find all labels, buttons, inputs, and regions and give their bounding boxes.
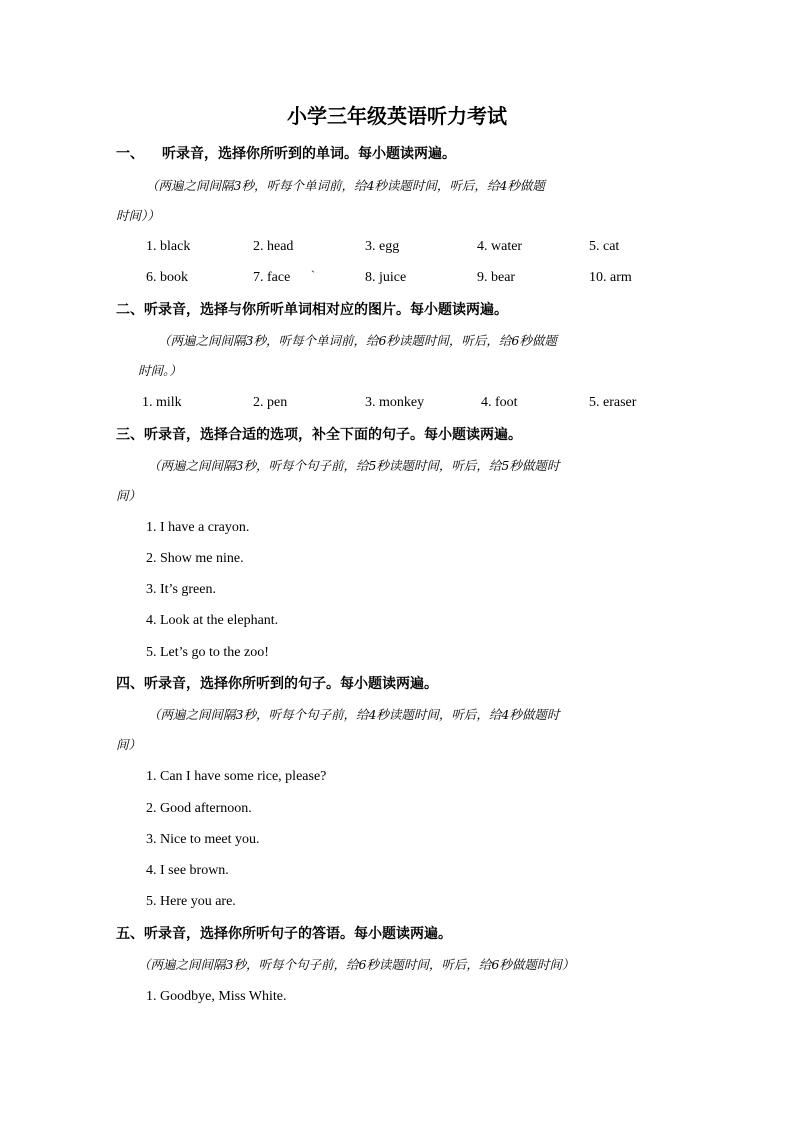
stray-mark: ` (311, 268, 315, 282)
section-1-title: 听录音，选择你所听到的单词。每小题读两遍。 (162, 146, 456, 162)
section-2-item-2: 2. pen (253, 395, 288, 410)
section-3-number: 三、 (116, 427, 144, 443)
section-4-item-3: 3. Nice to meet you. (146, 832, 260, 847)
section-3-note-line2: 间） (116, 488, 142, 503)
section-2-item-3: 3. monkey (365, 395, 425, 410)
section-1-item-1: 1. black (146, 239, 191, 254)
section-1-number: 一、 (116, 146, 144, 162)
section-4-number: 四、 (116, 676, 144, 692)
section-3-item-5: 5. Let’s go to the zoo! (146, 645, 269, 660)
section-1-heading (116, 144, 456, 164)
section-4-note-line1: （两遍之间间隔3秒，听每个句子前，给4秒读题时间，听后，给4秒做题时 (148, 707, 560, 722)
section-1-item-10: 10. arm (589, 270, 632, 285)
section-1-item-9: 9. bear (477, 270, 516, 285)
section-5-heading (116, 924, 452, 944)
section-4-note-line2: 间） (116, 737, 142, 752)
section-1-note-line1: （两遍之间间隔3秒，听每个单词前，给4秒读题时间，听后，给4秒做题 (146, 178, 545, 193)
section-2-item-5: 5. eraser (589, 395, 637, 410)
section-1-item-5: 5. cat (589, 239, 620, 254)
section-2-note-line2: 时间。） (138, 363, 182, 378)
section-2-note-line1: （两遍之间间隔3秒，听每个单词前，给6秒读题时间，听后，给6秒做题 (158, 333, 557, 348)
section-5-note-line1: （两遍之间间隔3秒，听每个句子前，给6秒读题时间，听后，给6秒做题时间） (138, 957, 575, 972)
section-3-title: 听录音，选择合适的选项，补全下面的句子。每小题读两遍。 (144, 427, 522, 443)
section-5-item-1: 1. Goodbye, Miss White. (146, 989, 287, 1004)
section-3-heading (116, 425, 522, 445)
section-5-title: 听录音，选择你所听句子的答语。每小题读两遍。 (144, 926, 452, 942)
section-1-item-7: 7. face (253, 270, 291, 285)
section-3-item-3: 3. It’s green. (146, 582, 216, 597)
section-1-item-8: 8. juice (365, 270, 407, 285)
section-4-title: 听录音，选择你所听到的句子。每小题读两遍。 (144, 676, 438, 692)
section-2-number: 二、 (116, 302, 144, 318)
section-5-number: 五、 (116, 926, 144, 942)
section-2-title: 听录音，选择与你所听单词相对应的图片。每小题读两遍。 (144, 302, 508, 318)
section-3-item-4: 4. Look at the elephant. (146, 613, 279, 628)
section-4-item-4: 4. I see brown. (146, 863, 229, 878)
section-1-item-3: 3. egg (365, 239, 400, 254)
section-3-note-line1: （两遍之间间隔3秒，听每个句子前，给5秒读题时间，听后，给5秒做题时 (148, 458, 560, 473)
section-1-item-6: 6. book (146, 270, 188, 285)
section-4-heading (116, 674, 438, 694)
section-1-item-2: 2. head (253, 239, 294, 254)
page-title: 小学三年级英语听力考试 (287, 104, 507, 128)
section-3-item-1: 1. I have a crayon. (146, 520, 250, 535)
section-4-item-5: 5. Here you are. (146, 894, 236, 909)
section-2-item-4: 4. foot (481, 395, 518, 410)
section-4-item-1: 1. Can I have some rice, please? (146, 769, 327, 784)
section-2-item-1: 1. milk (142, 395, 182, 410)
section-4-item-2: 2. Good afternoon. (146, 801, 252, 816)
section-2-heading (116, 300, 508, 320)
section-3-item-2: 2. Show me nine. (146, 551, 244, 566)
section-1-item-4: 4. water (477, 239, 523, 254)
section-1-note-line2: 时间）） (116, 208, 160, 223)
